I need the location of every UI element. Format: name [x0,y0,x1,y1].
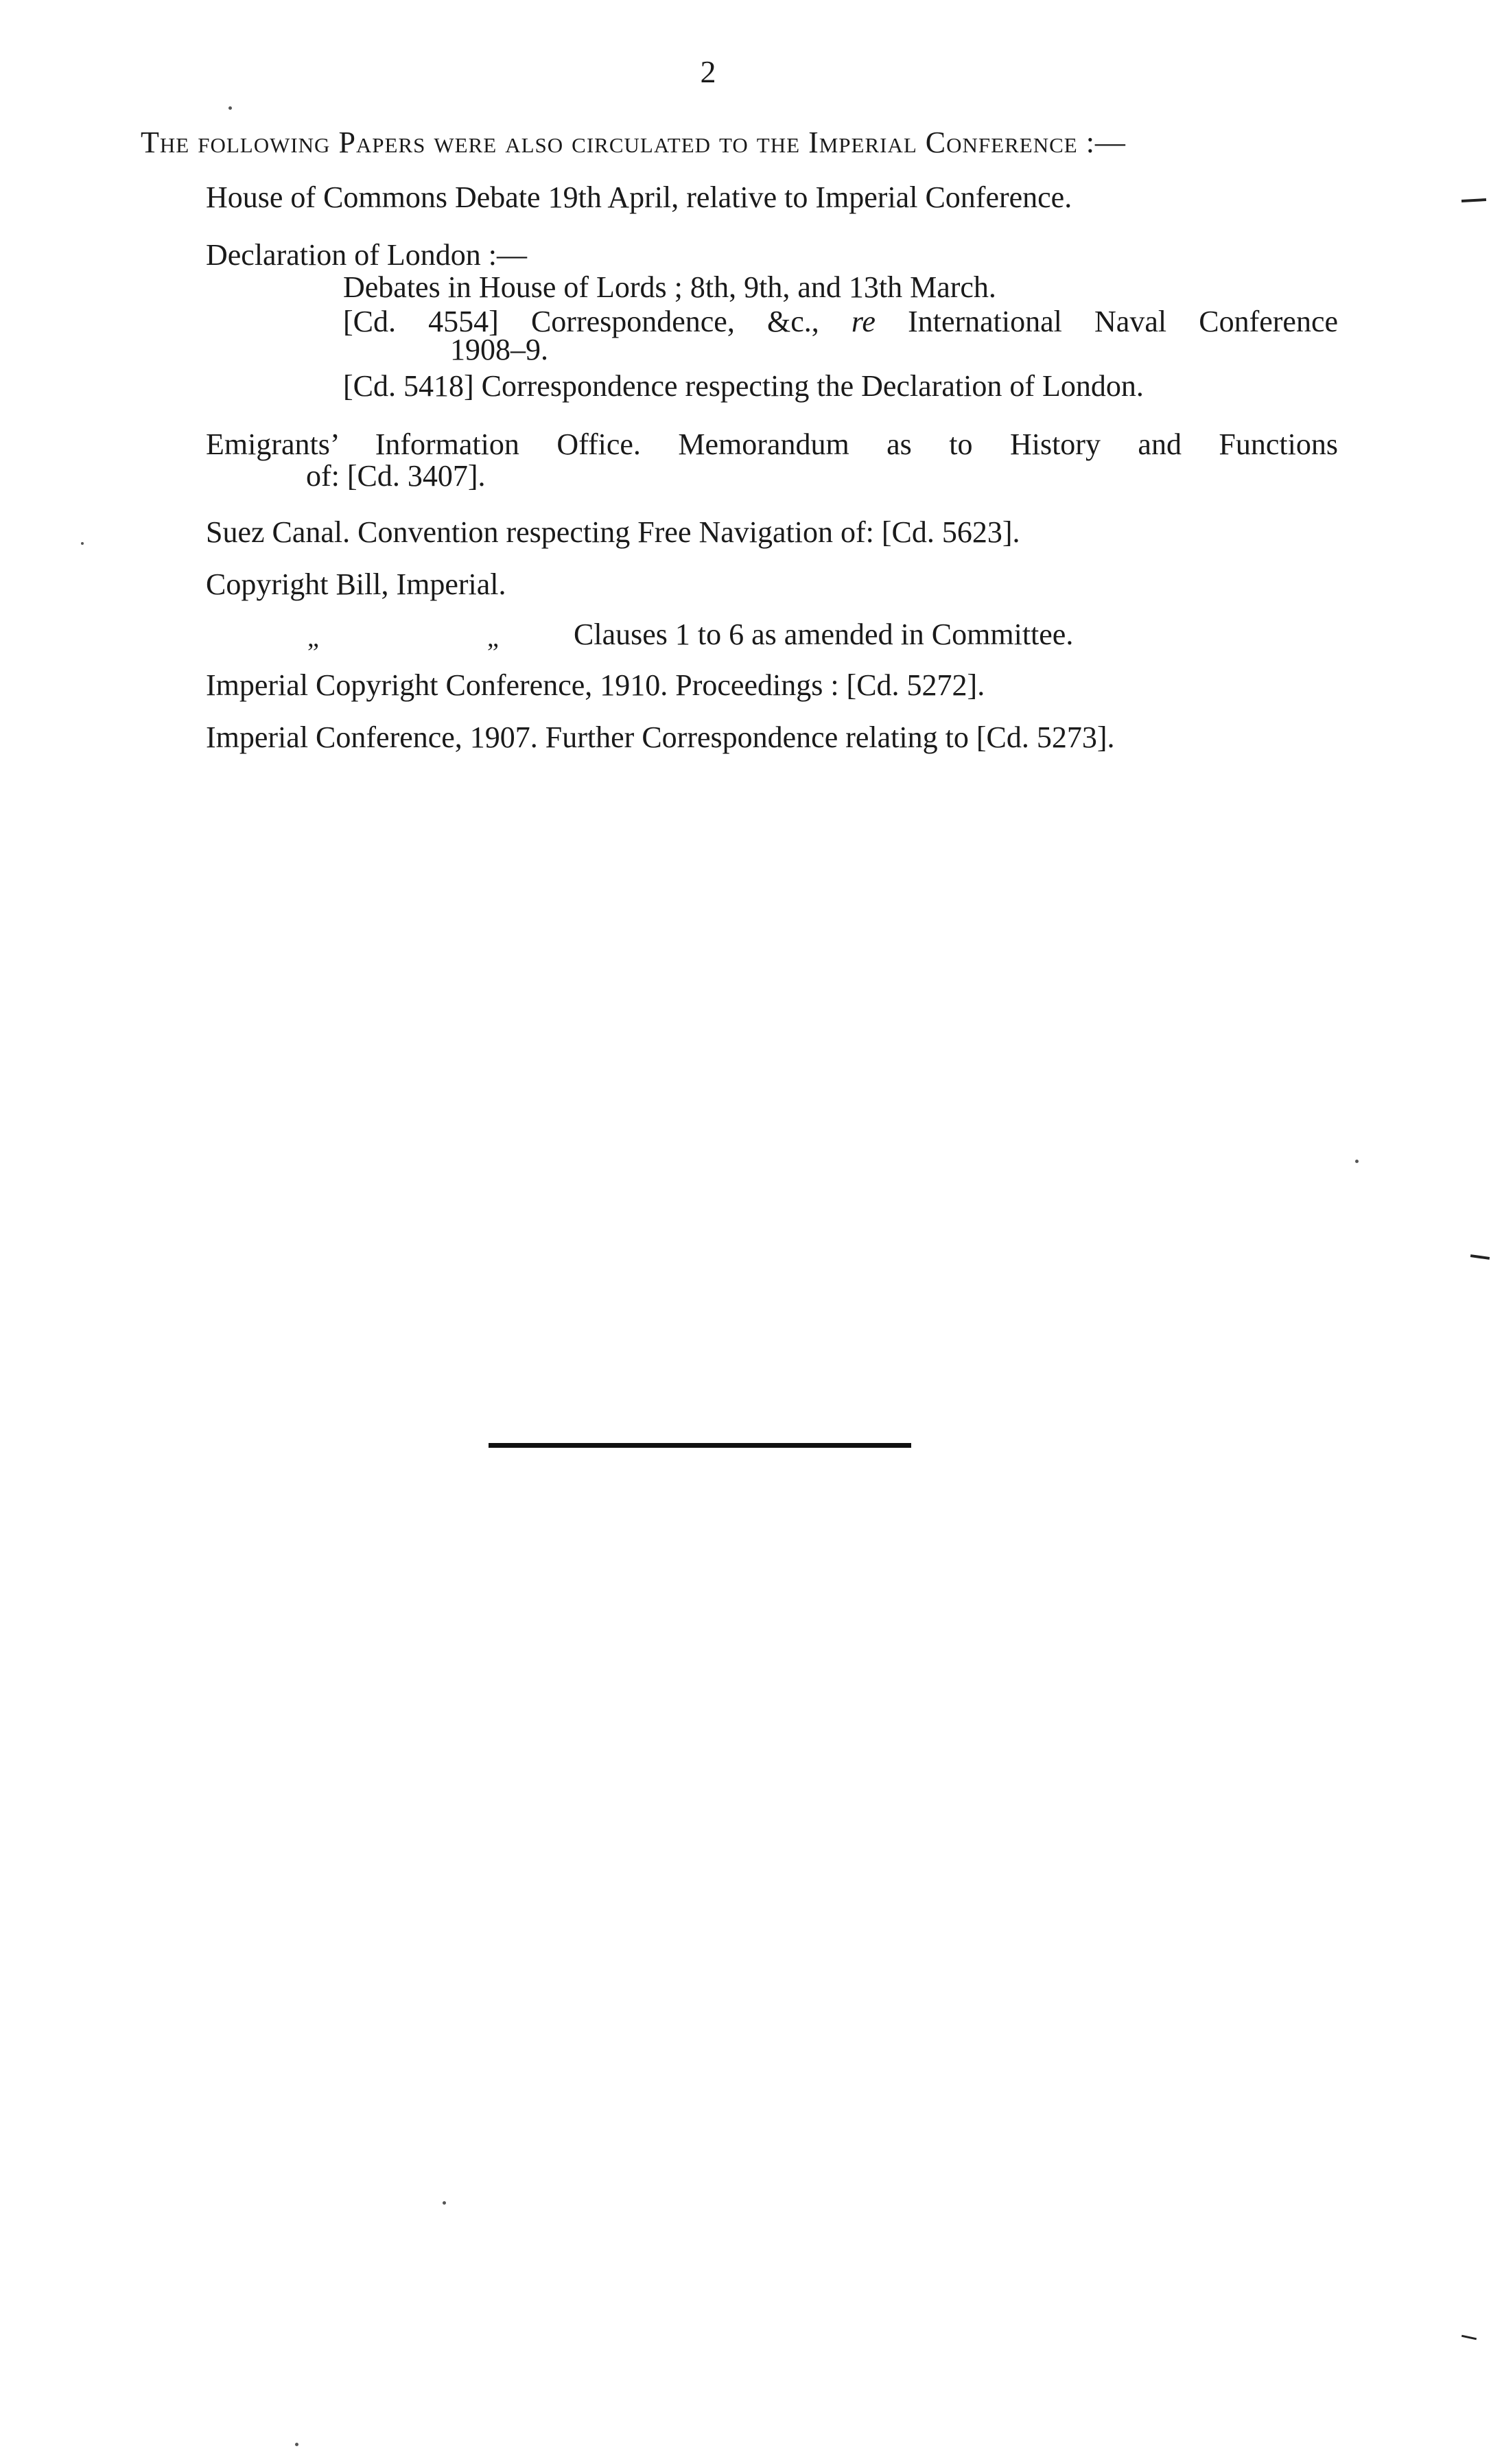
entry-copyright-clauses: Clauses 1 to 6 as amended in Committee. [574,618,1074,651]
section-heading: The following Papers were also circulated to the Imperial Conference :— [141,126,1126,159]
horizontal-rule [489,1443,911,1448]
scan-speck [81,542,84,545]
scan-speck [443,2201,446,2205]
entry-cd4554-post: International Naval Conference [908,305,1339,338]
entry-cd4554-pre: [Cd. 4554] Correspondence, &c., [343,305,819,338]
entry-cd4554-continuation: 1908–9. [450,333,548,366]
entry-cd5418: [Cd. 5418] Correspondence respecting the Declaration of London. [343,369,1144,403]
entry-cd4554-re: re [851,305,876,338]
entry-house-of-commons: House of Commons Debate 19th April, relative to Imperial Conference. [206,180,1072,214]
entry-imperial-copyright-conference: Imperial Copyright Conference, 1910. Proceedings : [Cd. 5272]. [206,668,985,702]
ditto-mark-2: „ [487,624,499,653]
entry-declaration-debates: Debates in House of Lords ; 8th, 9th, and 13th March. [343,270,996,304]
entry-copyright-bill: Copyright Bill, Imperial. [206,567,506,601]
entry-imperial-conference-1907: Imperial Conference, 1907. Further Correspondence relating to [Cd. 5273]. [206,720,1115,754]
entry-suez-canal: Suez Canal. Convention respecting Free Navigation of: [Cd. 5623]. [206,515,1020,549]
scan-speck [295,2443,298,2446]
scan-mark [1461,198,1486,202]
ditto-mark-1: „ [307,624,319,653]
entry-emigrants-line1: Emigrants’ Information Office. Memorandum as to History and Functions [206,427,1338,461]
entry-emigrants-line2: of: [Cd. 3407]. [306,459,486,493]
scan-speck [1355,1160,1359,1163]
scan-mark [1461,2335,1477,2340]
page-number: 2 [700,54,716,89]
entry-declaration-title: Declaration of London :— [206,238,527,272]
scan-mark [1470,1254,1490,1260]
scan-speck [228,106,232,110]
